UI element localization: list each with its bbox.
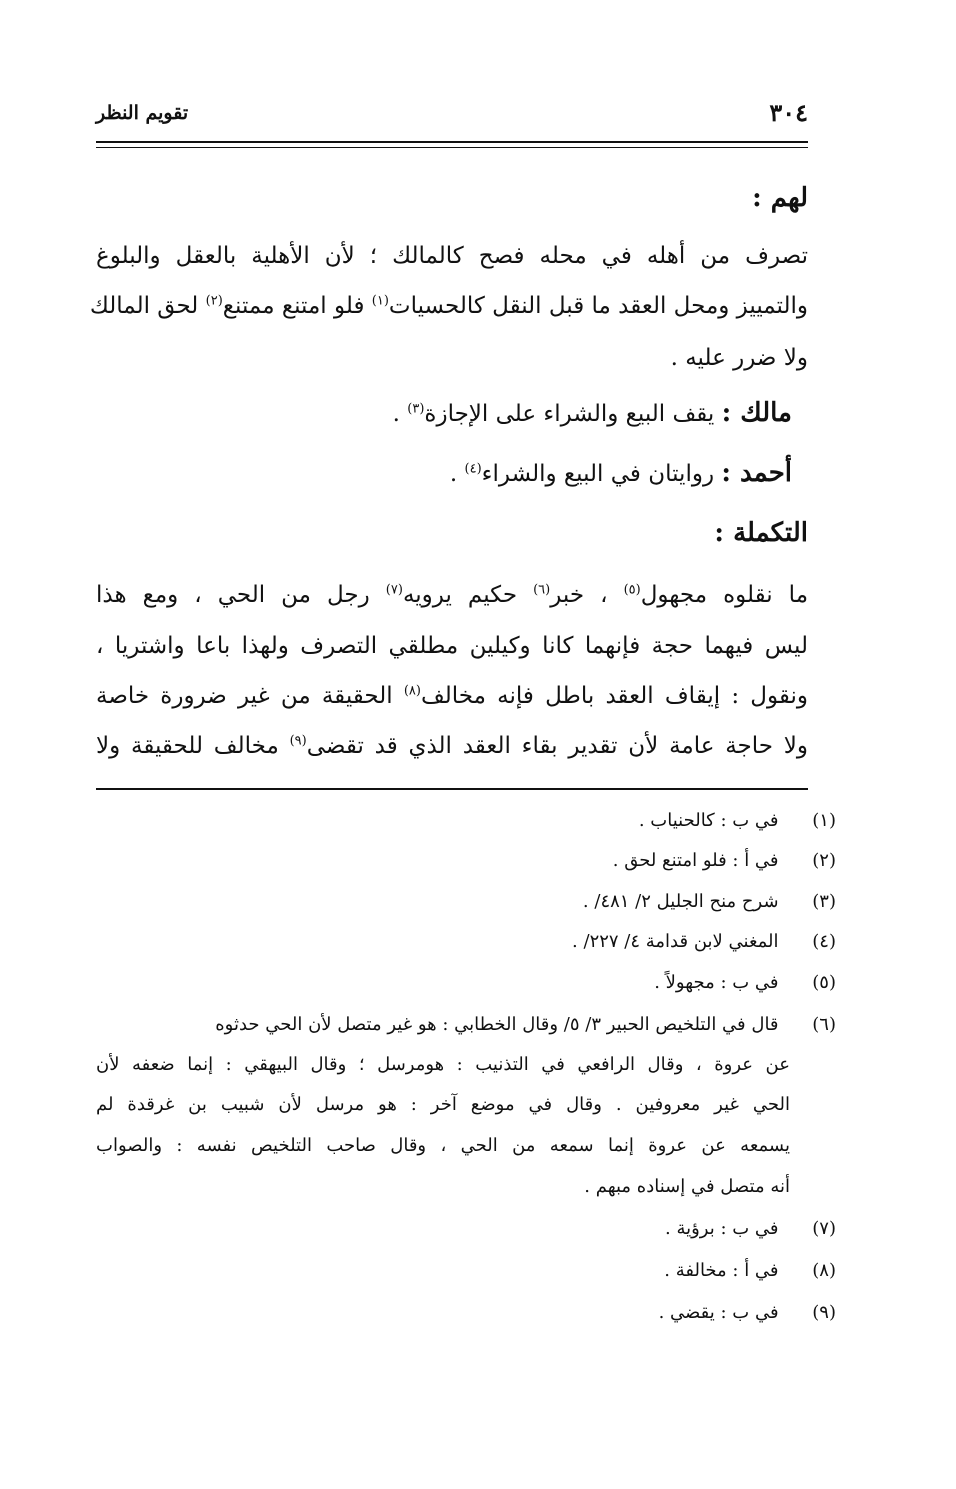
body-line: تصرف من أهله في محله فصح كالمالك ؛ لأن الأهلية بالعقل والبلوغ (96, 243, 808, 269)
punctuation: . (449, 461, 458, 487)
ahmad-opinion (80, 455, 792, 492)
footnote-ref: (٥) (623, 582, 641, 598)
footnote-5 (96, 968, 836, 998)
footnote-ref: (٤) (464, 461, 482, 477)
malik-opinion (80, 395, 792, 432)
footnote-text: في ب : كالحنياب . (638, 810, 779, 831)
punctuation: . (392, 401, 400, 427)
footnote-number: (٣) (812, 891, 836, 912)
body-text: فلو امتنع ممتنع (222, 293, 365, 319)
footnote-ref: (٧) (385, 582, 403, 598)
footnote-ref: (١) (371, 293, 389, 309)
book-title: تقويم النظر (96, 102, 189, 124)
footnote-2 (96, 846, 836, 876)
footnote-text: في ب : مجهولاً . (654, 972, 779, 993)
header-rule (96, 141, 808, 143)
footnote-ref: (٢) (205, 293, 223, 309)
footnote-text: شرح منح الجليل ٢/ ٤٨١/ . (582, 891, 779, 912)
footnote-3 (96, 887, 836, 917)
body-line (96, 577, 808, 613)
footnote-6-continuation: عن عروة ، وقال الرافعي في التذنيب : هومرسل ؛ وقال البيهقي : إنما ضعفه لأن (96, 1054, 790, 1075)
footnote-ref: (٩) (289, 733, 307, 749)
footnote-number: (٨) (812, 1260, 836, 1281)
footnote-6-continuation: يسمعه عن عروة إنما سمعه من الحي ، وقال صاحب التلخيص نفسه : والصواب (96, 1135, 790, 1156)
body-text: رجل من الحي ، ومع هذا (96, 582, 370, 608)
footnote-6-continuation: أنه متصل في إسناده مبهم . (584, 1176, 790, 1197)
body-text: ونقول : إيقاف العقد باطل فإنه مخالف (420, 683, 808, 709)
heading-takmila: التكملة : (714, 518, 808, 548)
body-line: ولا ضرر عليه . (670, 345, 808, 371)
footnote-1 (96, 806, 836, 836)
ahmad-text: روايتان في البيع والشراء (481, 461, 715, 487)
footnote-text: في أ : فلو امتنع لحق . (612, 850, 779, 871)
page-number: ٣٠٤ (769, 98, 808, 127)
footnote-9 (96, 1298, 836, 1328)
body-text: ما نقلوه مجهول (640, 582, 809, 608)
heading-lahum: لهم : (752, 183, 808, 213)
footnote-number: (٢) (812, 850, 836, 871)
footnote-number: (٩) (812, 1302, 836, 1323)
footnote-number: (٥) (812, 972, 836, 993)
body-text: حكيم يرويه (402, 582, 518, 608)
malik-text: يقف البيع والشراء على الإجازة (424, 401, 715, 427)
footnote-ref: (٦) (533, 582, 551, 598)
footnote-number: (٤) (812, 931, 836, 952)
malik-label: مالك : (721, 398, 792, 428)
footnote-8 (96, 1256, 836, 1286)
footnote-4 (96, 927, 836, 957)
footnote-ref: (٣) (407, 401, 425, 417)
body-text: مخالف للحقيقة ولا (96, 733, 279, 759)
body-line: ليس فيهما حجة فإنهما كانا وكيلين مطلقي التصرف ولهذا باعا واشتريا ، (96, 633, 808, 659)
body-line (89, 288, 808, 324)
body-text: الحقيقة من غير ضرورة خاصة (96, 683, 393, 709)
footnote-rule (96, 788, 808, 790)
ahmad-label: أحمد : (721, 458, 792, 488)
footnote-text: في أ : مخالفة . (664, 1260, 779, 1281)
header-rule-thin (96, 147, 808, 148)
running-header (96, 98, 808, 134)
footnote-number: (١) (812, 810, 836, 831)
body-line (96, 728, 808, 764)
footnote-text: في ب : يقضي . (658, 1302, 779, 1323)
body-text: والتمييز ومحل العقد ما قبل النقل كالحسيات (388, 293, 808, 319)
footnote-number: (٧) (812, 1218, 836, 1239)
footnote-ref: (٨) (403, 683, 421, 699)
footnote-7 (96, 1214, 836, 1244)
body-text: لحق المالك (89, 293, 199, 319)
body-text: ولا حاجة عامة لأن تقدير بقاء العقد الذي قد تقضى (306, 733, 808, 759)
footnote-text: في ب : برؤية . (665, 1218, 779, 1239)
footnote-number: (٦) (812, 1014, 836, 1035)
body-text: ، خبر (550, 582, 608, 608)
footnote-6 (96, 1010, 836, 1040)
body-line (96, 678, 808, 714)
footnote-text: المغني لابن قدامة ٤/ ٢٢٧/ . (572, 931, 779, 952)
footnote-text: قال في التلخيص الحبير ٣/ ٥/ وقال الخطابي : هو غير متصل لأن الحي حدثوه (215, 1014, 779, 1035)
footnote-6-continuation: الحي غير معروفين . وقال في موضع آخر : هو مرسل لأن شبيب بن غرقدة لم (96, 1094, 790, 1115)
